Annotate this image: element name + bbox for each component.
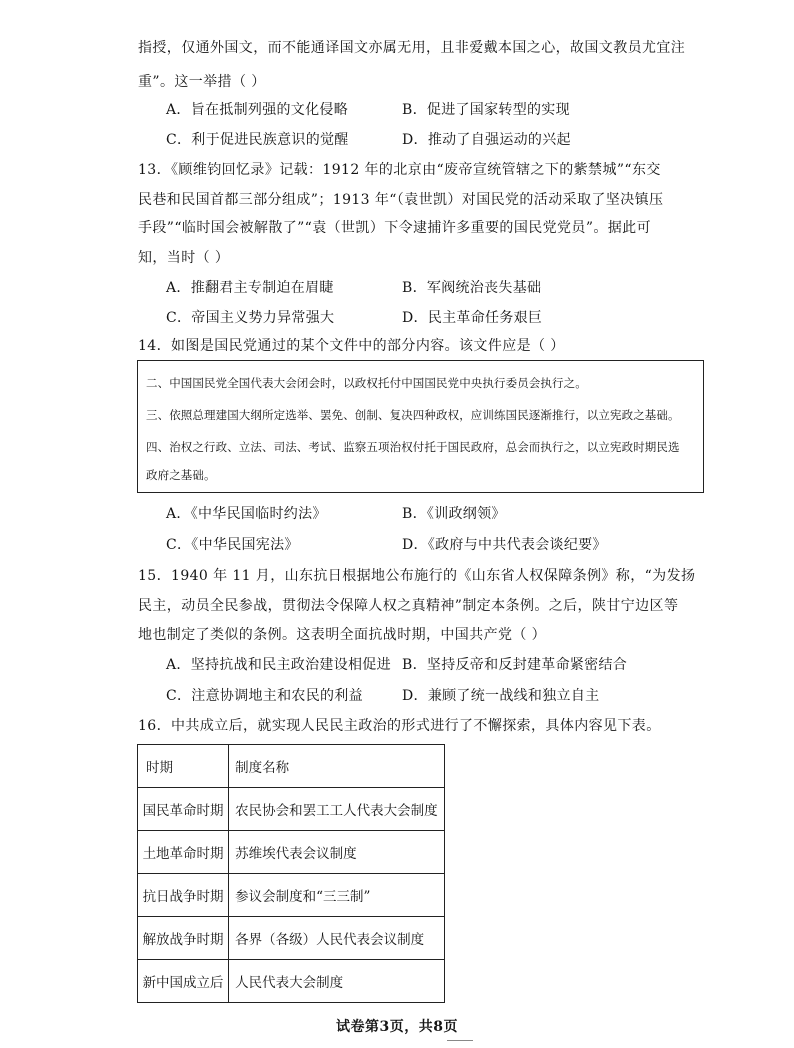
q15-stem-line-3: 地也制定了类似的条例。这表明全面抗战时期，中国共产党（ ） [138, 627, 547, 643]
q14-stem: 14．如图是国民党通过的某个文件中的部分内容。该文件应是（ ） [138, 338, 565, 354]
q13-stem-line-4: 知，当时（ ） [138, 250, 230, 266]
q13-option-c[interactable]: C．帝国主义势力异常强大 [166, 310, 335, 326]
table-cell-period: 国民革命时期 [138, 788, 229, 831]
table-header-period: 时期 [138, 745, 229, 788]
q13-stem-line-2: 民巷和民国首都三部分组成”；1913 年“（袁世凯）对国民党的活动采取了坚决镇压 [138, 192, 664, 208]
q13-option-b[interactable]: B．军阀统治丧失基础 [402, 280, 542, 296]
q13-option-a[interactable]: A．推翻君主专制迫在眉睫 [166, 280, 334, 296]
q12-stem-line-2: 重”。这一举措（ ） [138, 74, 266, 90]
table-cell-system: 农民协会和罢工工人代表大会制度 [229, 788, 445, 831]
excerpt-line-3: 四、治权之行政、立法、司法、考试、监察五项治权付托于国民政府，总会而执行之，以立宪政时期民选 [146, 440, 680, 454]
footer-divider [447, 1040, 473, 1041]
q15-stem-line-1: 15．1940 年 11 月，山东抗日根据地公布施行的《山东省人权保障条例》称，“为发扬 [138, 568, 696, 584]
q14-document-excerpt [137, 360, 704, 493]
table-row [138, 788, 445, 831]
q16-stem: 16．中共成立后，就实现人民民主政治的形式进行了不懈探索，具体内容见下表。 [138, 718, 661, 734]
table-row [138, 917, 445, 960]
q14-option-a[interactable]: A．《中华民国临时约法》 [166, 506, 327, 522]
q13-option-d[interactable]: D．民主革命任务艰巨 [402, 310, 543, 326]
table-header-row [138, 745, 445, 788]
q16-institution-table [137, 744, 445, 1003]
q15-option-d[interactable]: D．兼顾了统一战线和独立自主 [402, 688, 600, 704]
table-row [138, 831, 445, 874]
table-cell-period: 新中国成立后 [138, 960, 229, 1003]
page-footer: 试卷第3页，共8页 [336, 1019, 458, 1035]
q14-option-d[interactable]: D．《政府与中共代表会谈纪要》 [402, 537, 607, 553]
q15-stem-line-2: 民主，动员全民参战，贯彻法令保障人权之真精神”制定本条例。之后，陕甘宁边区等 [138, 598, 679, 614]
table-cell-system: 苏维埃代表会议制度 [229, 831, 445, 874]
excerpt-line-4: 政府之基础。 [146, 468, 216, 482]
table-cell-system: 各界（各级）人民代表会议制度 [229, 917, 445, 960]
q15-option-c[interactable]: C．注意协调地主和农民的利益 [166, 688, 363, 704]
q15-option-a[interactable]: A．坚持抗战和民主政治建设相促进 [166, 657, 391, 673]
table-row [138, 874, 445, 917]
table-cell-period: 土地革命时期 [138, 831, 229, 874]
table-cell-period: 抗日战争时期 [138, 874, 229, 917]
q12-option-d[interactable]: D．推动了自强运动的兴起 [402, 132, 571, 148]
q12-option-b[interactable]: B．促进了国家转型的实现 [402, 102, 570, 118]
q14-option-c[interactable]: C．《中华民国宪法》 [166, 537, 299, 553]
q15-option-b[interactable]: B．坚持反帝和反封建革命紧密结合 [402, 657, 628, 673]
table-row [138, 960, 445, 1003]
q12-option-a[interactable]: A．旨在抵制列强的文化侵略 [166, 102, 349, 118]
q12-stem-line-1: 指授，仅通外国文，而不能通译国文亦属无用，且非爱戴本国之心，故国文教员尤宜注 [138, 40, 686, 56]
table-header-system: 制度名称 [229, 745, 445, 788]
q13-stem-line-3: 手段”“临时国会被解散了”“袁（世凯）下令逮捕许多重要的国民党党员”。据此可 [138, 220, 651, 236]
q13-stem-line-1: 13．《顾维钧回忆录》记载：1912 年的北京由“废帝宣统管辖之下的紫禁城”“东交 [138, 162, 661, 178]
table-cell-system: 参议会制度和“三三制” [229, 874, 445, 917]
table-cell-period: 解放战争时期 [138, 917, 229, 960]
excerpt-line-2: 三、依照总理建国大纲所定选举、罢免、创制、复决四种政权，应训练国民逐渐推行，以立宪政之基础。 [146, 408, 680, 422]
q12-option-c[interactable]: C．利于促进民族意识的觉醒 [166, 132, 349, 148]
excerpt-line-1: 二、中国国民党全国代表大会闭会时，以政权托付中国国民党中央执行委员会执行之。 [146, 376, 587, 390]
table-cell-system: 人民代表大会制度 [229, 960, 445, 1003]
q14-option-b[interactable]: B．《训政纲领》 [402, 506, 506, 522]
